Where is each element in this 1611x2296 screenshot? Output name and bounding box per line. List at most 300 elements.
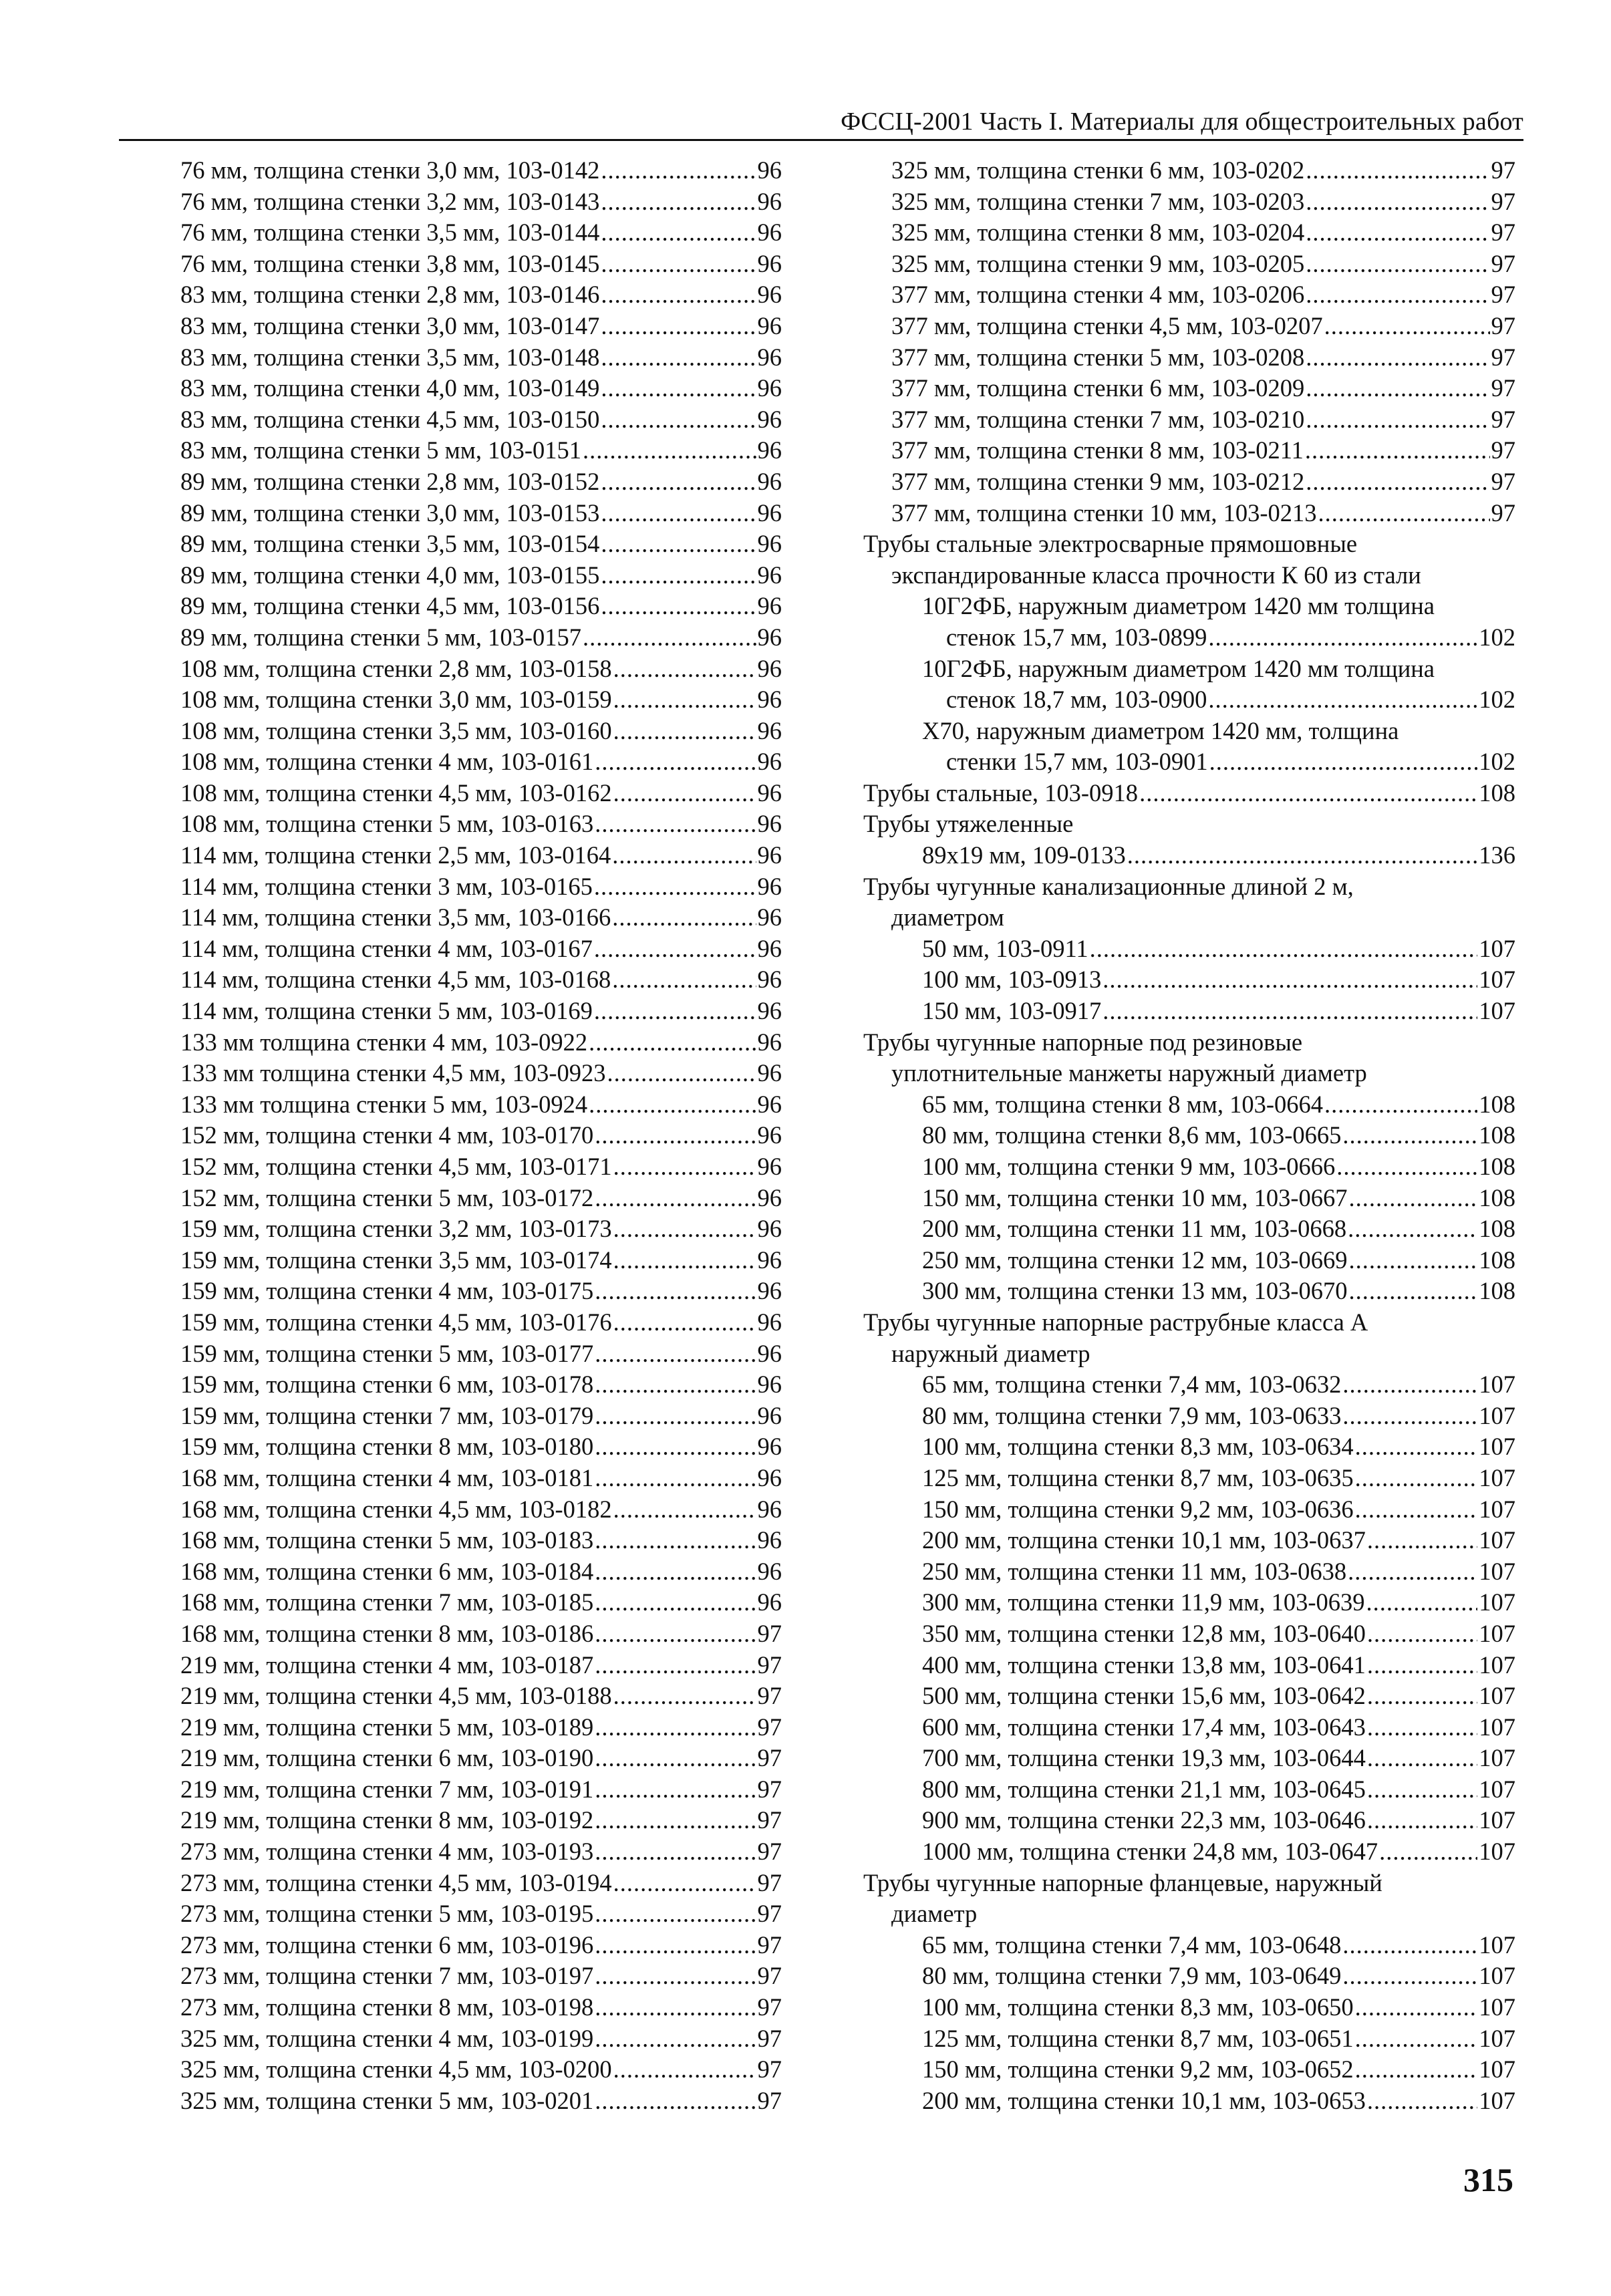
index-entry-text: 219 мм, толщина стенки 4 мм, 103-0187 <box>180 1651 594 1679</box>
index-entry-page: 97 <box>757 1930 782 1959</box>
dot-leader <box>1342 1930 1477 1961</box>
dot-leader <box>612 964 756 996</box>
index-entry-text: 133 мм толщина стенки 4 мм, 103-0922 <box>180 1028 588 1056</box>
dot-leader <box>595 1369 756 1401</box>
index-entry-text: 125 мм, толщина стенки 8,7 мм, 103-0651 <box>922 2024 1354 2052</box>
index-entry-page: 96 <box>757 1371 782 1399</box>
dot-leader <box>1306 279 1489 311</box>
dot-leader <box>595 1401 756 1432</box>
index-entry-page: 107 <box>1479 1463 1515 1491</box>
index-entry <box>180 1650 782 1681</box>
dot-leader <box>601 249 756 280</box>
index-entry <box>180 1618 782 1650</box>
index-entry-page: 108 <box>1479 1183 1515 1211</box>
index-entry-text: стенок 18,7 мм, 103-0900 <box>946 686 1207 714</box>
index-entry <box>180 1183 782 1214</box>
index-entry-text: 273 мм, толщина стенки 7 мм, 103-0197 <box>180 1962 594 1990</box>
index-entry-text: 168 мм, толщина стенки 8 мм, 103-0186 <box>180 1619 594 1647</box>
dot-leader <box>595 1431 756 1463</box>
index-entry <box>863 498 1515 529</box>
index-entry-text: 800 мм, толщина стенки 21,1 мм, 103-0645 <box>922 1775 1366 1803</box>
index-entry-text: экспандированные класса прочности К 60 из стали <box>891 561 1421 589</box>
index-entry-text: 150 мм, толщина стенки 9,2 мм, 103-0652 <box>922 2055 1354 2084</box>
dot-leader <box>595 1898 756 1930</box>
index-entry-page: 108 <box>1479 1277 1515 1305</box>
index-entry-text: 50 мм, 103-0911 <box>922 934 1088 962</box>
index-entry-text: 159 мм, толщина стенки 8 мм, 103-0180 <box>180 1433 594 1461</box>
index-entry-page: 96 <box>757 903 782 931</box>
dot-leader <box>607 1058 756 1089</box>
index-entry-page: 96 <box>757 841 782 869</box>
index-entry-text: 152 мм, толщина стенки 5 мм, 103-0172 <box>180 1183 594 1211</box>
index-entry-text: 700 мм, толщина стенки 19,3 мм, 103-0644 <box>922 1744 1366 1772</box>
index-entry-text: 500 мм, толщина стенки 15,6 мм, 103-0642 <box>922 1682 1366 1710</box>
page-number: 315 <box>1463 2161 1513 2198</box>
index-entry-text: Трубы утяжеленные <box>863 810 1074 838</box>
index-entry-page: 96 <box>757 716 782 744</box>
dot-leader <box>589 1027 756 1058</box>
index-entry-page: 96 <box>757 1090 782 1118</box>
index-entry-text: 168 мм, толщина стенки 5 мм, 103-0183 <box>180 1526 594 1554</box>
index-entry-text: 377 мм, толщина стенки 4 мм, 103-0206 <box>891 281 1305 309</box>
index-entry <box>180 435 782 466</box>
index-entry <box>180 1089 782 1121</box>
index-entry <box>863 1276 1515 1307</box>
index-entry-page: 107 <box>1479 1651 1515 1679</box>
index-entry <box>863 746 1515 778</box>
dot-leader <box>613 654 756 685</box>
index-entry-text: 168 мм, толщина стенки 6 мм, 103-0184 <box>180 1557 594 1585</box>
index-entry <box>180 311 782 342</box>
dot-leader <box>1342 1961 1477 1992</box>
index-entry-page: 96 <box>757 249 782 277</box>
index-entry-text: 83 мм, толщина стенки 3,0 мм, 103-0147 <box>180 311 600 339</box>
dot-leader <box>1367 1712 1477 1743</box>
index-entry-text: 152 мм, толщина стенки 4,5 мм, 103-0171 <box>180 1153 612 1180</box>
index-entry <box>863 778 1515 809</box>
index-entry-text: 89 мм, толщина стенки 4,5 мм, 103-0156 <box>180 592 600 620</box>
index-entry <box>180 1401 782 1432</box>
index-entry-page: 97 <box>757 1900 782 1928</box>
dot-leader <box>613 1494 756 1526</box>
index-entry-text: 65 мм, толщина стенки 7,4 мм, 103-0648 <box>922 1930 1342 1959</box>
index-entry-page: 96 <box>757 686 782 714</box>
index-entry-text: наружный диаметр <box>891 1339 1090 1367</box>
index-entry-page: 96 <box>757 1588 782 1616</box>
index-entry <box>863 1245 1515 1276</box>
index-entry-page: 102 <box>1479 686 1515 714</box>
index-entry <box>863 1401 1515 1432</box>
index-entry-page: 96 <box>757 966 782 994</box>
dot-leader <box>1324 311 1490 342</box>
dot-leader <box>1336 1151 1477 1183</box>
index-entry-page: 97 <box>1491 467 1515 495</box>
index-entry-text: 377 мм, толщина стенки 5 мм, 103-0208 <box>891 343 1305 371</box>
dot-leader <box>613 1151 756 1183</box>
index-entry-page: 96 <box>757 1308 782 1336</box>
index-entry <box>863 1805 1515 1836</box>
index-entry-text: 325 мм, толщина стенки 9 мм, 103-0205 <box>891 249 1305 277</box>
index-entry <box>180 498 782 529</box>
dot-leader <box>1349 1276 1478 1307</box>
index-entry <box>180 373 782 404</box>
index-entry-page: 96 <box>757 561 782 589</box>
index-entry <box>180 155 782 186</box>
index-entry-text: 10Г2ФБ, наружным диаметром 1420 мм толщина <box>922 654 1435 682</box>
index-entry <box>863 871 1515 903</box>
index-entry-page: 96 <box>757 654 782 682</box>
running-header <box>119 99 1523 141</box>
index-entry <box>180 1463 782 1494</box>
index-entry <box>180 809 782 840</box>
index-entry <box>863 654 1515 685</box>
dot-leader <box>1090 934 1478 965</box>
dot-leader <box>1342 1401 1477 1432</box>
dot-leader <box>583 435 756 466</box>
index-entry-page: 107 <box>1479 997 1515 1025</box>
index-entry-page: 97 <box>757 1962 782 1990</box>
index-entry-page: 96 <box>757 436 782 464</box>
index-entry <box>180 622 782 654</box>
index-entry <box>180 217 782 249</box>
index-entry <box>863 1868 1515 1899</box>
index-entry-page: 107 <box>1479 2024 1515 2052</box>
index-entry-text: 108 мм, толщина стенки 2,8 мм, 103-0158 <box>180 654 612 682</box>
dot-leader <box>1348 1213 1477 1245</box>
index-entry-text: 377 мм, толщина стенки 7 мм, 103-0210 <box>891 405 1305 433</box>
index-entry-page: 97 <box>757 2055 782 2084</box>
dot-leader <box>1306 155 1489 186</box>
index-entry <box>863 249 1515 280</box>
index-entry <box>180 1494 782 1526</box>
index-entry-page: 96 <box>757 1121 782 1149</box>
index-entry <box>180 1245 782 1276</box>
index-entry-text: 159 мм, толщина стенки 4 мм, 103-0175 <box>180 1277 594 1305</box>
index-entry-text: 325 мм, толщина стенки 6 мм, 103-0202 <box>891 156 1305 184</box>
index-entry-page: 97 <box>757 2024 782 2052</box>
index-entry <box>180 996 782 1027</box>
index-entry-page: 96 <box>757 498 782 527</box>
index-entry-text: 377 мм, толщина стенки 6 мм, 103-0209 <box>891 374 1305 402</box>
index-entry-text: 133 мм толщина стенки 5 мм, 103-0924 <box>180 1090 588 1118</box>
index-entry-text: 250 мм, толщина стенки 11 мм, 103-0638 <box>922 1557 1347 1585</box>
index-entry-text: 219 мм, толщина стенки 5 мм, 103-0189 <box>180 1713 594 1741</box>
dot-leader <box>595 1525 756 1556</box>
index-entry-text: 377 мм, толщина стенки 8 мм, 103-0211 <box>891 436 1304 464</box>
index-entry-text: 114 мм, толщина стенки 5 мм, 103-0169 <box>180 997 593 1025</box>
index-entry-page: 96 <box>757 997 782 1025</box>
index-entry-text: 80 мм, толщина стенки 7,9 мм, 103-0633 <box>922 1401 1342 1429</box>
index-entry <box>863 1774 1515 1806</box>
index-entry <box>863 1463 1515 1494</box>
dot-leader <box>595 1805 756 1836</box>
index-entry-text: стенки 15,7 мм, 103-0901 <box>946 748 1208 776</box>
index-entry <box>180 1556 782 1588</box>
index-entry-page: 107 <box>1479 1993 1515 2021</box>
dot-leader <box>595 809 756 840</box>
index-entry-page: 107 <box>1479 1838 1515 1866</box>
dot-leader <box>595 746 756 778</box>
index-entry-page: 107 <box>1479 1744 1515 1772</box>
index-entry-page: 96 <box>757 219 782 247</box>
index-entry-text: диаметром <box>891 903 1004 931</box>
index-entry <box>180 964 782 996</box>
index-entry <box>180 466 782 498</box>
index-entry <box>863 2054 1515 2086</box>
index-entry-page: 96 <box>757 281 782 309</box>
index-entry <box>180 684 782 716</box>
index-entry <box>180 1525 782 1556</box>
index-entry <box>180 404 782 436</box>
index-entry-text: 150 мм, толщина стенки 10 мм, 103-0667 <box>922 1183 1348 1211</box>
index-entry-text: 76 мм, толщина стенки 3,8 мм, 103-0145 <box>180 249 600 277</box>
dot-leader <box>1306 249 1489 280</box>
index-entry-text: 89 мм, толщина стенки 2,8 мм, 103-0152 <box>180 467 600 495</box>
index-entry-text: 1000 мм, толщина стенки 24,8 мм, 103-0647 <box>922 1838 1378 1866</box>
index-entry-text: 219 мм, толщина стенки 6 мм, 103-0190 <box>180 1744 594 1772</box>
index-entry <box>863 1525 1515 1556</box>
index-entry <box>863 996 1515 1027</box>
index-entry-text: 219 мм, толщина стенки 4,5 мм, 103-0188 <box>180 1682 612 1710</box>
index-entry-page: 97 <box>1491 374 1515 402</box>
index-entry-page: 97 <box>757 1868 782 1896</box>
index-entry-text: 83 мм, толщина стенки 2,8 мм, 103-0146 <box>180 281 600 309</box>
dot-leader <box>595 1836 756 1868</box>
index-entry <box>180 1898 782 1930</box>
index-entry-text: 900 мм, толщина стенки 22,3 мм, 103-0646 <box>922 1806 1366 1834</box>
index-entry-text: 108 мм, толщина стенки 3,5 мм, 103-0160 <box>180 716 612 744</box>
index-entry-text: 325 мм, толщина стенки 7 мм, 103-0203 <box>891 187 1305 215</box>
dot-leader <box>1208 684 1477 716</box>
index-entry <box>180 654 782 685</box>
index-entry <box>863 1369 1515 1401</box>
index-entry-text: 168 мм, толщина стенки 4 мм, 103-0181 <box>180 1463 594 1491</box>
index-entry-page: 96 <box>757 1183 782 1211</box>
index-entry <box>180 746 782 778</box>
index-entry <box>180 902 782 934</box>
index-entry-page: 96 <box>757 872 782 900</box>
index-entry-text: 600 мм, толщина стенки 17,4 мм, 103-0643 <box>922 1713 1366 1741</box>
dot-leader <box>601 279 756 311</box>
index-entry-text: 80 мм, толщина стенки 8,6 мм, 103-0665 <box>922 1121 1342 1149</box>
index-entry-text: 377 мм, толщина стенки 4,5 мм, 103-0207 <box>891 311 1323 339</box>
index-entry <box>863 279 1515 311</box>
index-entry-page: 107 <box>1479 1495 1515 1523</box>
index-column-right <box>863 155 1515 2116</box>
dot-leader <box>1366 1587 1478 1618</box>
index-entry-text: 10Г2ФБ, наружным диаметром 1420 мм толщина <box>922 592 1435 620</box>
index-entry <box>180 1120 782 1151</box>
index-entry <box>863 373 1515 404</box>
index-entry <box>180 1868 782 1899</box>
index-entry-page: 96 <box>757 467 782 495</box>
dot-leader <box>595 2086 756 2117</box>
index-entry <box>863 964 1515 996</box>
index-entry <box>863 1027 1515 1058</box>
index-entry-page: 96 <box>757 405 782 433</box>
index-entry-text: 80 мм, толщина стенки 7,9 мм, 103-0649 <box>922 1962 1342 1990</box>
index-entry-text: 219 мм, толщина стенки 7 мм, 103-0191 <box>180 1775 594 1803</box>
index-entry <box>180 934 782 965</box>
index-entry-text: 108 мм, толщина стенки 4 мм, 103-0161 <box>180 748 594 776</box>
dot-leader <box>1349 1245 1478 1276</box>
dot-leader <box>601 155 756 186</box>
dot-leader <box>1127 840 1478 871</box>
index-entry-page: 96 <box>757 530 782 558</box>
dot-leader <box>1367 1743 1477 1774</box>
dot-leader <box>1342 1369 1477 1401</box>
index-entry-text: 325 мм, толщина стенки 5 мм, 103-0201 <box>180 2086 594 2114</box>
index-column-left <box>180 155 782 2116</box>
index-entry-page: 96 <box>757 1433 782 1461</box>
dot-leader <box>1306 466 1489 498</box>
index-entry-text: 108 мм, толщина стенки 3,0 мм, 103-0159 <box>180 686 612 714</box>
dot-leader <box>1208 622 1477 654</box>
index-entry-page: 107 <box>1479 2055 1515 2084</box>
header-title: ФССЦ-2001 Часть I. Материалы для общестроительных работ <box>841 108 1523 136</box>
dot-leader <box>1355 2023 1478 2055</box>
dot-leader <box>1103 996 1477 1027</box>
index-entry <box>863 342 1515 374</box>
dot-leader <box>1367 1650 1477 1681</box>
index-entry-page: 96 <box>757 1401 782 1429</box>
index-entry <box>180 1307 782 1338</box>
index-entry-text: 150 мм, толщина стенки 9,2 мм, 103-0636 <box>922 1495 1354 1523</box>
index-entry-page: 96 <box>757 1246 782 1274</box>
index-entry <box>863 1058 1515 1089</box>
index-entry-page: 107 <box>1479 1962 1515 1990</box>
index-entry-text: 133 мм толщина стенки 4,5 мм, 103-0923 <box>180 1059 606 1087</box>
index-entry-page: 96 <box>757 1277 782 1305</box>
index-entry <box>863 529 1515 560</box>
index-entry <box>863 311 1515 342</box>
index-entry <box>863 2023 1515 2055</box>
dot-leader <box>601 217 756 249</box>
index-entry <box>180 1712 782 1743</box>
index-entry-text: 76 мм, толщина стенки 3,5 мм, 103-0144 <box>180 219 600 247</box>
index-entry-page: 96 <box>757 934 782 962</box>
index-entry-page: 108 <box>1479 1215 1515 1243</box>
dot-leader <box>1324 1089 1477 1121</box>
index-entry-page: 102 <box>1479 748 1515 776</box>
index-entry-page: 96 <box>757 810 782 838</box>
index-entry-page: 97 <box>1491 156 1515 184</box>
dot-leader <box>612 840 756 871</box>
index-entry-text: Трубы стальные электросварные прямошовные <box>863 530 1358 558</box>
dot-leader <box>595 1992 756 2023</box>
index-entry-text: 159 мм, толщина стенки 6 мм, 103-0178 <box>180 1371 594 1399</box>
index-entry-page: 97 <box>1491 343 1515 371</box>
index-entry-page: 96 <box>757 592 782 620</box>
index-entry-text: 108 мм, толщина стенки 4,5 мм, 103-0162 <box>180 778 612 807</box>
index-entry-page: 107 <box>1479 1930 1515 1959</box>
index-entry <box>863 155 1515 186</box>
index-entry-page: 96 <box>757 187 782 215</box>
index-entry-text: 152 мм, толщина стенки 4 мм, 103-0170 <box>180 1121 594 1149</box>
dot-leader <box>595 1618 756 1650</box>
index-entry-text: 114 мм, толщина стенки 3 мм, 103-0165 <box>180 872 593 900</box>
dot-leader <box>595 1463 756 1494</box>
index-entry <box>180 2086 782 2117</box>
index-entry <box>180 1213 782 1245</box>
index-entry-page: 96 <box>757 343 782 371</box>
dot-leader <box>595 1743 756 1774</box>
index-entry-text: 159 мм, толщина стенки 5 мм, 103-0177 <box>180 1339 594 1367</box>
index-entry-text: 325 мм, толщина стенки 4 мм, 103-0199 <box>180 2024 594 2052</box>
index-entry <box>180 1338 782 1370</box>
index-entry-page: 107 <box>1479 966 1515 994</box>
index-entry-page: 97 <box>1491 219 1515 247</box>
index-entry <box>863 1898 1515 1930</box>
index-entry <box>180 1027 782 1058</box>
index-entry <box>180 1276 782 1307</box>
index-entry-text: Трубы чугунные напорные под резиновые <box>863 1028 1303 1056</box>
dot-leader <box>595 1183 756 1214</box>
index-entry-page: 96 <box>757 1495 782 1523</box>
dot-leader <box>613 1213 756 1245</box>
dot-leader <box>601 466 756 498</box>
index-entry <box>180 1774 782 1806</box>
index-entry-page: 97 <box>757 1682 782 1710</box>
dot-leader <box>613 1245 756 1276</box>
dot-leader <box>595 1774 756 1806</box>
index-entry <box>863 1992 1515 2023</box>
index-entry <box>863 217 1515 249</box>
index-entry-text: 108 мм, толщина стенки 5 мм, 103-0163 <box>180 810 594 838</box>
dot-leader <box>595 1587 756 1618</box>
index-entry-page: 96 <box>757 623 782 651</box>
index-entry-page: 96 <box>757 374 782 402</box>
dot-leader <box>613 2054 756 2086</box>
index-entry-page: 97 <box>757 2086 782 2114</box>
dot-leader <box>1367 1774 1477 1806</box>
index-entry <box>180 1369 782 1401</box>
index-entry-page: 96 <box>757 1059 782 1087</box>
index-entry <box>863 435 1515 466</box>
index-entry-text: 219 мм, толщина стенки 8 мм, 103-0192 <box>180 1806 594 1834</box>
dot-leader <box>601 311 756 342</box>
dot-leader <box>1139 778 1477 809</box>
index-entry-text: 114 мм, толщина стенки 4,5 мм, 103-0168 <box>180 966 611 994</box>
dot-leader <box>601 591 756 622</box>
index-entry-page: 97 <box>757 1744 782 1772</box>
index-entry <box>863 1712 1515 1743</box>
index-entry-text: 325 мм, толщина стенки 8 мм, 103-0204 <box>891 219 1305 247</box>
index-entry-text: 273 мм, толщина стенки 6 мм, 103-0196 <box>180 1930 594 1959</box>
dot-leader <box>1306 217 1489 249</box>
dot-leader <box>601 373 756 404</box>
index-entry-page: 107 <box>1479 1433 1515 1461</box>
index-entry-page: 107 <box>1479 2086 1515 2114</box>
index-entry-page: 97 <box>1491 405 1515 433</box>
index-entry <box>863 560 1515 591</box>
index-entry-page: 102 <box>1479 623 1515 651</box>
index-entry-page: 107 <box>1479 1526 1515 1554</box>
index-entry-page: 97 <box>757 1651 782 1679</box>
dot-leader <box>613 684 756 716</box>
dot-leader <box>594 871 756 903</box>
index-entry-page: 96 <box>757 778 782 807</box>
dot-leader <box>613 1868 756 1899</box>
index-entry <box>863 934 1515 965</box>
index-entry <box>863 1120 1515 1151</box>
dot-leader <box>1306 186 1489 218</box>
dot-leader <box>1103 964 1477 996</box>
index-entry <box>863 684 1515 716</box>
index-entry <box>180 1681 782 1712</box>
index-entry-text: 273 мм, толщина стенки 8 мм, 103-0198 <box>180 1993 594 2021</box>
index-entry-text: 273 мм, толщина стенки 4,5 мм, 103-0194 <box>180 1868 612 1896</box>
